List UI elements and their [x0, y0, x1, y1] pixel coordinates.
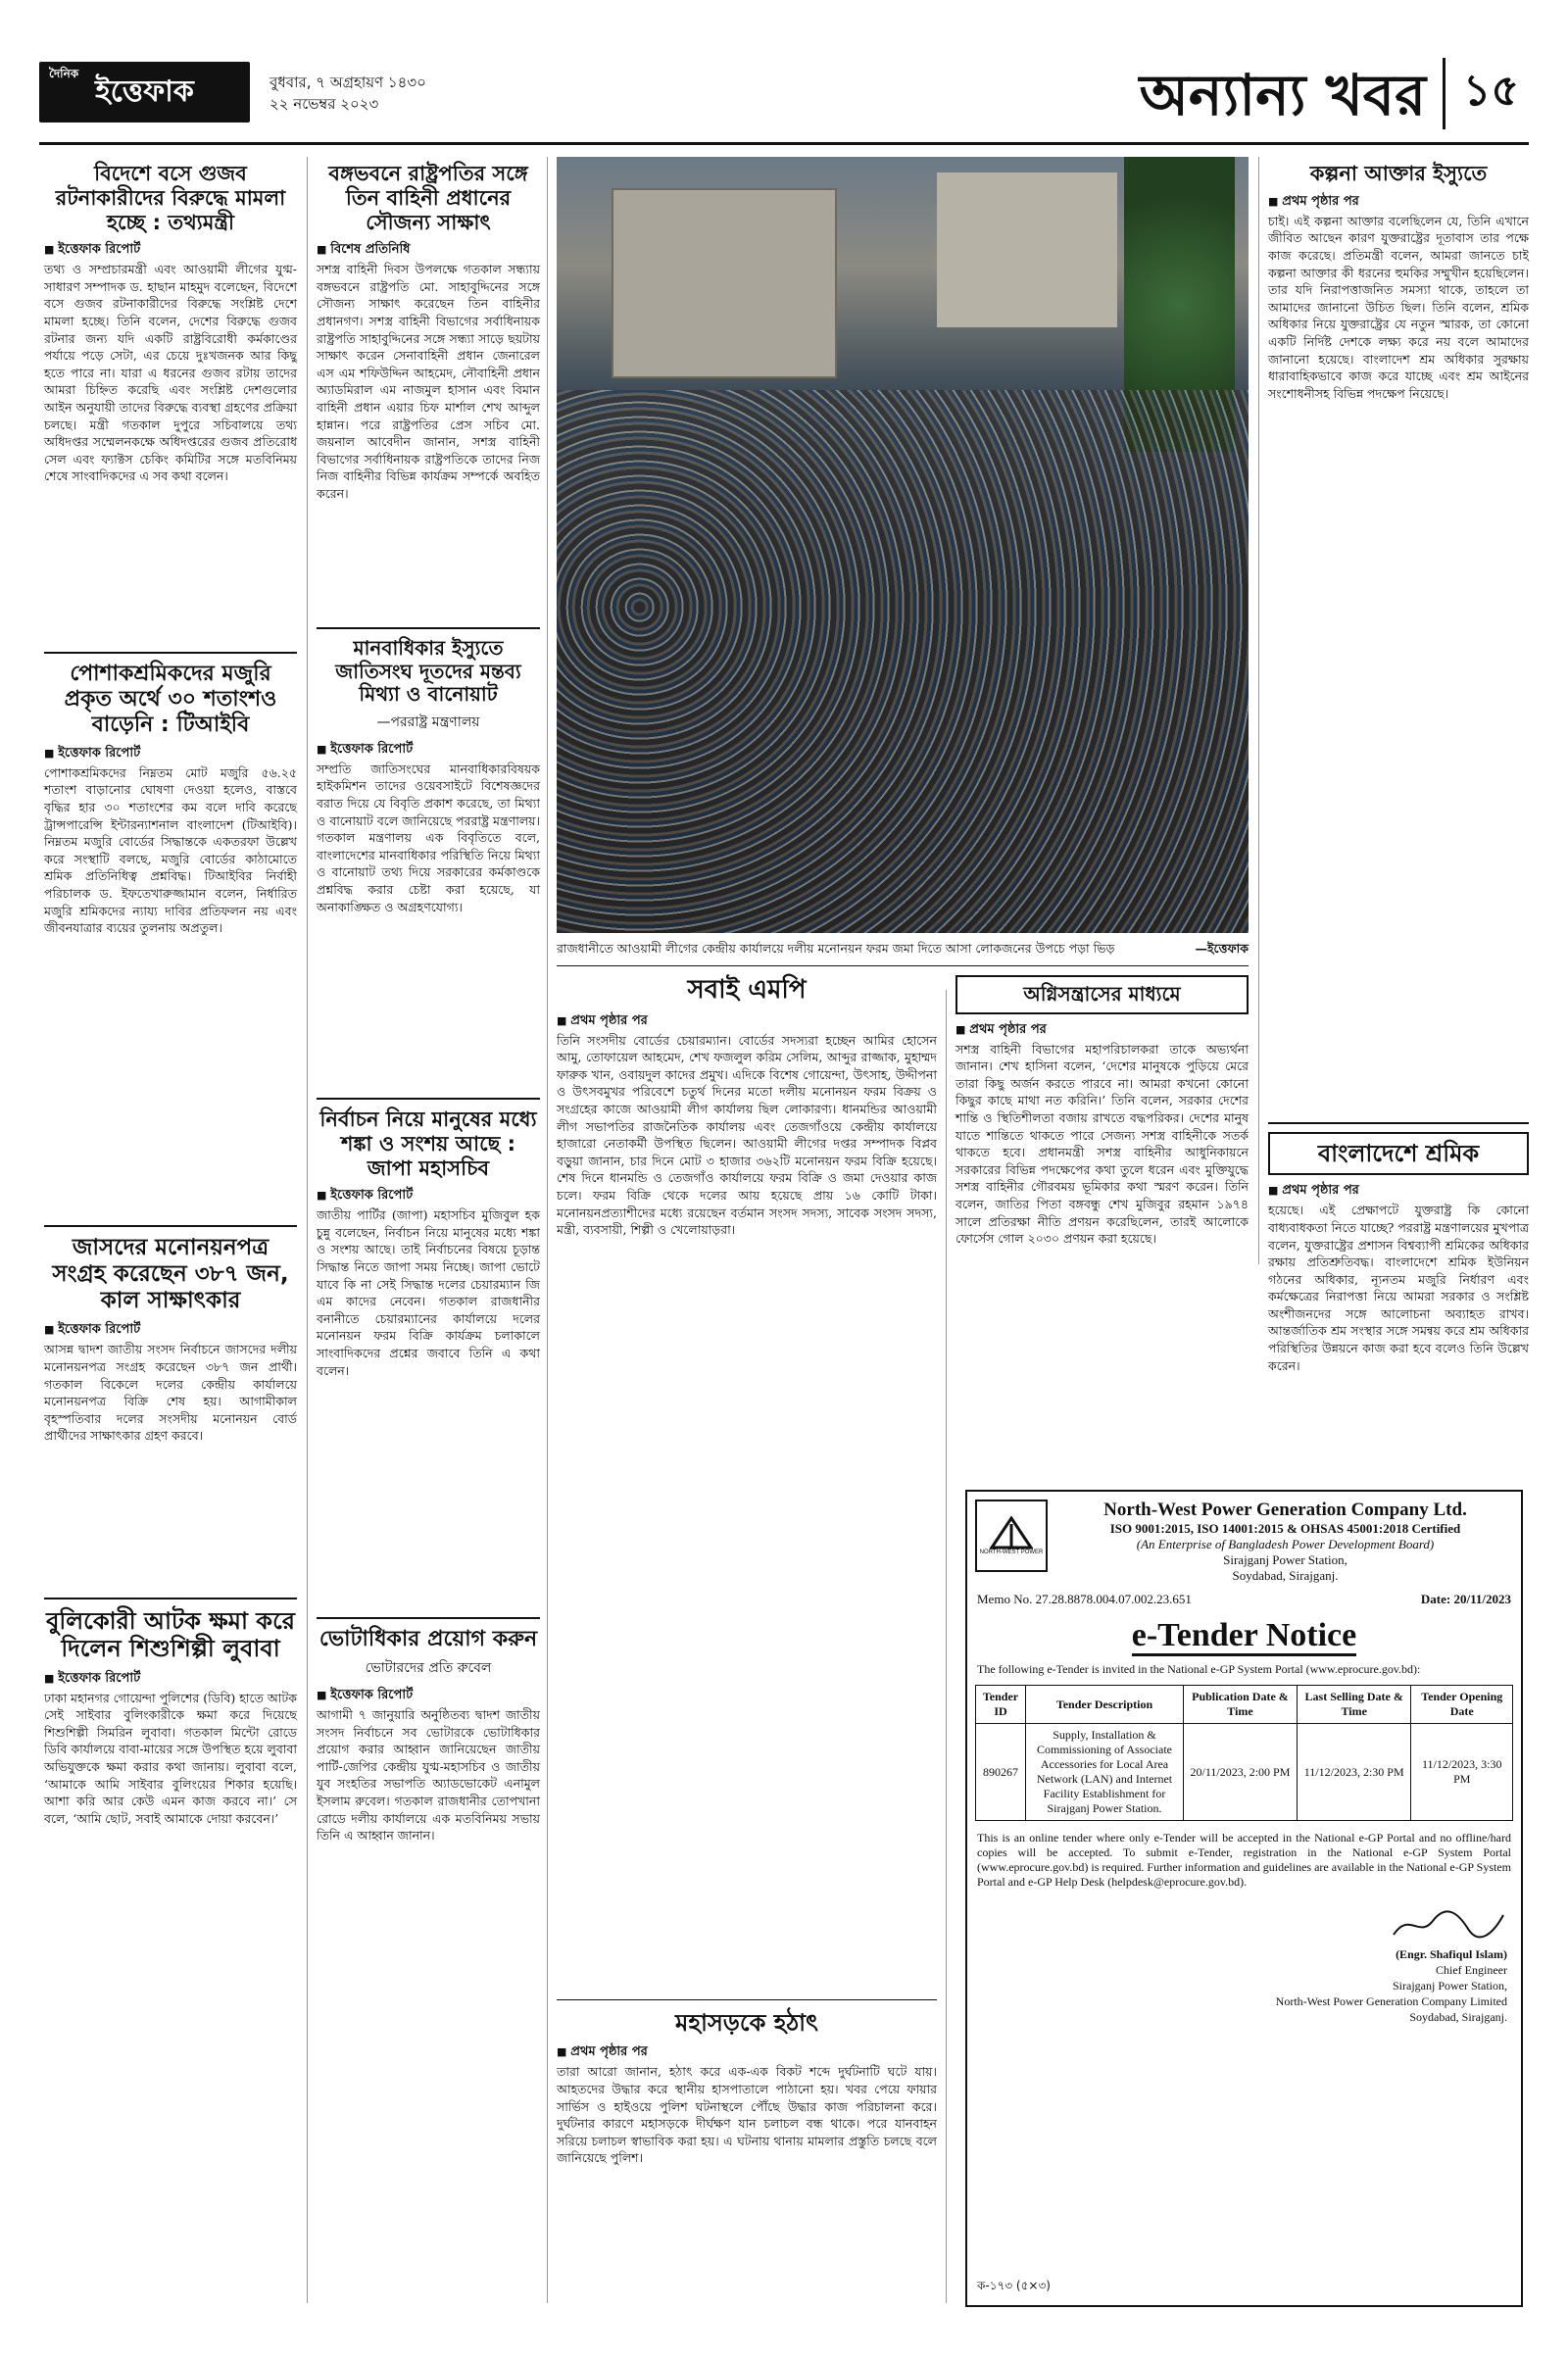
article-japa [317, 1107, 540, 1379]
enterprise-line: (An Enterprise of Bangladesh Power Development Board) [1136, 1537, 1435, 1551]
article-all-mp [557, 975, 937, 1239]
address-line: Soydabad, Sirajganj. [1232, 1568, 1339, 1583]
divider [1268, 1122, 1529, 1124]
headline: অগ্নিসন্ত্রাসের মাধ্যমে [956, 975, 1249, 1014]
divider [44, 1598, 297, 1599]
column-rule [946, 990, 947, 2303]
jump-line: ■ প্রথম পৃষ্ঠার পর [557, 2042, 937, 2063]
column-header: Tender ID [976, 1686, 1026, 1724]
article-body: সশস্ত্র বাহিনী দিবস উপলক্ষে গতকাল সন্ধ্যায় বঙ্গভবনে রাষ্ট্রপতি মো. সাহাবুদ্দিনের সঙ্গে সৌজন্য সাক্ষাৎ করেছেন তিন বাহিনীর প্রধানগণ। সশস্ত্র বাহিনী বিভাগের সর্বাধিনায়ক রাষ্ট্রপতি সাহাবুদ্দিনের সঙ্গে সন্ধ্যা সাড়ে ছয়টায় সাক্ষাৎ করেন সেনাবাহিনী প্রধান জেনারেল এস এম শফিউদ্দিন আহমেদ, নৌবাহিনী প্রধান অ্যাডমিরাল এম নাজমুল হাসান এবং বিমান বাহিনী প্রধান এয়ার চিফ মার্শাল শেখ আব্দুল হান্নান। পরে রাষ্ট্রপতির প্রেস সচিব মো. জয়নাল আবেদীন জানান, সশস্ত্র বাহিনী বিভাগের সর্বাধিনায়ক রাষ্ট্রপতিকে তাদের নিজ নিজ বাহিনীর বিভিন্ন কার্যক্রম সম্পর্কে অবহিত করেন। [317, 262, 540, 502]
tender-table [975, 1685, 1513, 1821]
signature-block [967, 1890, 1521, 2025]
photo-credit: —ইত্তেফাক [1195, 941, 1249, 956]
signatory-title: Chief Engineer [1436, 1963, 1507, 1977]
divider [317, 1098, 540, 1100]
subheadline: ভোটারদের প্রতি রুবেল [365, 1659, 492, 1676]
headline: মানবাধিকার ইস্যুতে জাতিসংঘ দূতদের মন্তব্য মিথ্যা ও বানোয়াট [335, 636, 521, 707]
article-body: আগামী ৭ জানুয়ারি অনুষ্ঠিতব্য দ্বাদশ জাতীয় সংসদ নির্বাচনে সব ভোটারকে ভোটাধিকার প্রয়োগ করার আহ্বান জানিয়েছেন জাতীয় পার্টি-জেপির কেন্দ্রীয় যুগ্ম-মহাসচিব ও জাতীয় যুব সংহতির সভাপতি অ্যাডভোকেট এনামুল ইসলাম রুবেল। গতকাল রাজধানীর তোপখানা রোডে দলীয় কার্যালয়ে এক মতবিনিময় সভায় তিনি এ আহ্বান জানান। [317, 1706, 540, 1844]
article-body: চাই। এই কল্পনা আক্তার বলেছিলেন যে, তিনি এখানে জীবিত আছেন কারণ যুক্তরাষ্ট্রের দূতাবাস তার পক্ষে কাজ করেছে। প্রতিমন্ত্রী বলেন, আমরা জানতে চাই কল্পনা আক্তার কী ধরনের হুমকির সম্মুখীন হয়েছিলেন। তার যদি নিরাপত্তাজনিত সমস্যা থাকে, তাহলে তা আমাদের জানানো উচিত ছিল। তিনি বলেন, শ্রমিক অধিকার নিয়ে যুক্তরাষ্ট্রের যে নতুন স্মারক, তা কোনো একটি নির্দিষ্ট দেশকে লক্ষ্য করে নয় বলে আমাদের জানানো হয়েছে। বাংলাদেশ শ্রম অধিকার সুরক্ষায় ধারাবাহিকভাবে কাজ করে যাচ্ছে এবং শ্রম আইনের সংশোধনীসহ বিভিন্ন পদক্ষেপ নিয়েছে। [1268, 213, 1529, 401]
signature-icon [1390, 1907, 1507, 1943]
article-body: জাতীয় পার্টির (জাপা) মহাসচিব মুজিবুল হক চুন্নু বলেছেন, নির্বাচন নিয়ে মানুষের মধ্যে শঙ্কা ও সংশয় আছে। তাই নির্বাচনের বিষয়ে চূড়ান্ত সিদ্ধান্ত নিতে জাপা সময় নিচ্ছে। জাপা ভোটে যাবে কি না সেই সিদ্ধান্ত দলের চেয়ারম্যান জি এম কাদের নেবেন। গতকাল রাজধানীর বনানীতে চেয়ারম্যানের কার্যালয়ে দলের মনোনয়ন ফরম বিক্রি কার্যক্রম চলাকালে সাংবাদিকদের প্রশ্নের জবাবে তিনি এ কথা বলেন। [317, 1207, 540, 1378]
power-logo-icon [990, 1516, 1033, 1549]
article-body: আসন্ন দ্বাদশ জাতীয় সংসদ নির্বাচনে জাসদের দলীয় মনোনয়নপত্র সংগ্রহ করেছেন ৩৮৭ জন প্রার্থী। গতকাল বিকেলে দলের কেন্দ্রীয় কার্যালয়ে মনোনয়নপত্র বিক্রি শেষ হয়। আগামীকাল বৃহস্পতিবার দলের সংসদীয় মনোনয়ন বোর্ড প্রার্থীদের সাক্ষাৎকার গ্রহণ করবে। [44, 1342, 297, 1444]
byline: ■ ইত্তেফাক রিপোর্ট [44, 744, 297, 764]
article-highway [557, 2009, 937, 2167]
article-body: সম্প্রতি জাতিসংঘের মানবাধিকারবিষয়ক হাইকমিশন তাদের ওয়েবসাইটে বিশেষজ্ঞদের বরাত দিয়ে যে বিবৃতি প্রকাশ করেছে, তা মিথ্যা ও বানোয়াট বলে জানিয়েছে পররাষ্ট্র মন্ত্রণালয়। গতকাল মন্ত্রণালয় এক বিবৃতিতে বলে, বাংলাদেশের মানবাধিকার পরিস্থিতি নিয়ে মিথ্যা ও বানোয়াট তথ্য দিয়ে সরকারের কর্মকাণ্ডকে প্রশ্নবিদ্ধ করার চেষ্টা করা হয়েছে, যা অনাকাঙ্ক্ষিত ও অগ্রহণযোগ্য। [317, 761, 540, 914]
article-voting [317, 1627, 540, 1845]
station-line: Sirajganj Power Station, [1223, 1552, 1348, 1567]
column-header: Tender Description [1026, 1686, 1184, 1724]
jump-line: ■ প্রথম পৃষ্ঠার পর [557, 1011, 937, 1032]
signatory-name: (Engr. Shafiqul Islam) [1396, 1947, 1507, 1961]
company-name: North-West Power Generation Company Ltd. [1103, 1500, 1467, 1520]
iso-line: ISO 9001:2015, ISO 14001:2015 & OHSAS 45001:2018 Certified [1109, 1521, 1461, 1536]
building-shape [612, 188, 837, 378]
jump-line: ■ প্রথম পৃষ্ঠার পর [1268, 192, 1529, 213]
ad-code: ক-১৭৩ (৫×৩) [977, 2279, 1051, 2292]
headline: বঙ্গভবনে রাষ্ট্রপতির সঙ্গে তিন বাহিনী প্রধানের সৌজন্য সাক্ষাৎ [328, 162, 528, 234]
last-selling-date: 11/12/2023, 2:30 PM [1297, 1724, 1411, 1821]
signatory-address: Soydabad, Sirajganj. [1409, 2010, 1507, 2024]
headline: বাংলাদেশে শ্রমিক [1268, 1132, 1529, 1175]
headline: সবাই এমপি [687, 975, 807, 1005]
divider [44, 652, 297, 654]
byline: ■ ইত্তেফাক রিপোর্ট [44, 1669, 297, 1690]
dateline [270, 72, 426, 115]
crowd-photo [557, 157, 1249, 933]
building-shape [937, 172, 1117, 327]
headline: কল্পনা আক্তার ইস্যুতে [1309, 162, 1488, 185]
crowd-shape [557, 390, 1249, 933]
tender-description: Supply, Installation & Commissioning of Associate Accessories for Local Area Network (LAN) and Internet Facility Establishment for Sirajganj Power Station. [1026, 1724, 1184, 1821]
article-wages [44, 662, 297, 937]
logo-label: NORTH-WEST POWER [979, 1549, 1044, 1555]
section-title: অন্যান্য খবর [1139, 62, 1426, 128]
subheadline: —পররাষ্ট্র মন্ত্রণালয় [376, 713, 480, 730]
notice-date: Date: 20/11/2023 [1420, 1592, 1511, 1606]
headline: বুলিকোরী আটক ক্ষমা করে দিলেন শিশুশিল্পী লুবাবা [46, 1607, 295, 1663]
article-kalpona [1268, 162, 1529, 402]
article-lubaba [44, 1607, 297, 1827]
column-header: Tender Opening Date [1411, 1686, 1513, 1724]
column-header: Publication Date & Time [1184, 1686, 1298, 1724]
memo-number: Memo No. 27.28.8878.004.07.002.23.651 [977, 1592, 1192, 1606]
notice-intro: The following e-Tender is invited in the National e-GP System Portal (www.eprocure.gov.bd): [977, 1662, 1421, 1676]
date-bangla: বুধবার, ৭ অগ্রহায়ণ ১৪৩০ [270, 74, 426, 91]
column-rule [1258, 157, 1259, 1264]
headline: জাসদের মনোনয়নপত্র সংগ্রহ করেছেন ৩৮৭ জন, কাল সাক্ষাৎকার [52, 1235, 289, 1314]
byline: ■ ইত্তেফাক রিপোর্ট [317, 740, 540, 761]
signatory-company: North-West Power Generation Company Limited [1275, 1994, 1507, 2008]
logo-text: ইত্তেফাক [95, 74, 194, 109]
photo-caption-row [557, 941, 1249, 960]
divider [317, 627, 540, 629]
tender-id: 890267 [976, 1724, 1026, 1821]
headline: ভোটাধিকার প্রয়োগ করুন [318, 1627, 538, 1651]
byline: ■ বিশেষ প্রতিনিধি [317, 240, 540, 261]
column-rule [547, 157, 548, 2303]
article-bangabhaban [317, 162, 540, 503]
jump-line: ■ প্রথম পৃষ্ঠার পর [1268, 1181, 1529, 1202]
tender-note: This is an online tender where only e-Tender will be accepted in the National e-GP Portal and no offline/hard copies will be accepted. To submit e-Tender, registration in the National e-GP System Portal (www.eprocure.gov.bd) is required. Further information and guidelines are available in the National e-GP System Portal and e-GP Help Desk (helpdesk@eprocure.gov.bd). [977, 1831, 1511, 1889]
notice-title: e-Tender Notice [1132, 1617, 1356, 1656]
page-number: ১৫ [1443, 58, 1519, 129]
jump-line: ■ প্রথম পৃষ্ঠার পর [956, 1020, 1249, 1041]
newspaper-logo [39, 62, 250, 123]
headline: নির্বাচন নিয়ে মানুষের মধ্যে শঙ্কা ও সংশয় আছে : জাপা মহাসচিব [319, 1107, 537, 1180]
article-rumor [44, 162, 297, 485]
logo-small-text: দৈনিক [49, 67, 79, 80]
article-body: তথ্য ও সম্প্রচারমন্ত্রী এবং আওয়ামী লীগের যুগ্ম-সাধারণ সম্পাদক ড. হাছান মাহমুদ বলেছেন, বিদেশে বসে গুজব রটনাকারীদের বিরুদ্ধে সংশ্লিষ্ট দেশে মামলা হচ্ছে। তিনি বলেন, দেশের বিরুদ্ধে গুজব রটনার জন্য যদি একটি রাষ্ট্রবিরোধী কর্মকাণ্ডের পর্যায়ে পড়ে সেটা, এর চেয়ে দুঃখজনক আর কিছু হতে পারে না। যারা এ ধরনের গুজব রটায় তাদের আমরা চিহ্নিত করেছি এবং সংশ্লিষ্ট দেশগুলোর আইন অনুযায়ী তাদের বিরুদ্ধে ব্যবস্থা গ্রহণের প্রক্রিয়া চলছে। মন্ত্রী গতকাল দুপুরে সচিবালয়ে তথ্য অধিদপ্তর সম্মেলনকক্ষে অধিদপ্তরের গুজব প্রতিরোধ সেল এবং ফ্যাক্টস চেকিং কমিটির সঙ্গে মতবিনিময় শেষে সাংবাদিকদের এ সব কথা বলেন। [44, 262, 297, 484]
divider [44, 1225, 297, 1227]
publication-date: 20/11/2023, 2:00 PM [1184, 1724, 1298, 1821]
article-body: ঢাকা মহানগর গোয়েন্দা পুলিশের (ডিবি) হাতে আটক সেই সাইবার বুলিংকারীকে ক্ষমা করে দিয়েছে শিশুশিল্পী সিমরিন লুবাবা। গতকাল মিন্টো রোডে ডিবি কার্যালয়ে বাবা-মায়ের সঙ্গে উপস্থিত হয়ে লুবাবা অভিযুক্তকে ক্ষমা করার কথা জানায়। লুবাবা বলে, ‘আমাকে আমি সাইবার বুলিংয়ের শিকার হয়েছি। আশা করি আর কেউ এমন কাজ করবে না।’ সে বলে, ‘আমি ছোট, সবাই আমাকে দোয়া করবেন।’ [44, 1690, 297, 1826]
column-rule [307, 157, 308, 2303]
signatory-station: Sirajganj Power Station, [1393, 1979, 1507, 1992]
company-logo [975, 1500, 1048, 1572]
article-body: তারা আরো জানান, হঠাৎ করে এক-এক বিকট শব্দে দুর্ঘটনাটি ঘটে যায়। আহতদের উদ্ধার করে স্থানীয় হাসপাতালে পাঠানো হয়। খবর পেয়ে ফায়ার সার্ভিস ও হাইওয়ে পুলিশ ঘটনাস্থলে পৌঁছে উদ্ধার কাজ পরিচালনা করে। দুর্ঘটনার কারণে মহাসড়কে দীর্ঘক্ষণ যান চলাচল বন্ধ থাকে। পরে যানবাহন সরিয়ে চলাচল স্বাভাবিক করা হয়। এ ঘটনায় থানায় মামলার প্রস্তুতি চলছে বলে জানিয়েছে পুলিশ। [557, 2064, 937, 2166]
article-arson [956, 975, 1249, 1248]
divider [557, 965, 1249, 966]
article-body: সশস্ত্র বাহিনী বিভাগের মহাপরিচালকরা তাকে অভ্যর্থনা জানান। শেখ হাসিনা বলেন, ‘দেশের মানুষকে পুড়িয়ে মেরে তারা কিছু অর্জন করতে পারবে না। আমরা কখনো কোনো কিছুর কাছে মাথা নত করিনি।’ তিনি বলেন, সরকার দেশের শান্তি ও স্থিতিশীলতা বজায় রাখতে বদ্ধপরিকর। দেশের মানুষ যাতে শান্তিতে থাকতে পারে সেজন্য সশস্ত্র বাহিনীকে সতর্ক থাকতে হবে। প্রধানমন্ত্রী সশস্ত্র বাহিনীর আধুনিকায়নে সরকারের বিভিন্ন পদক্ষেপের কথা তুলে ধরেন এবং মুক্তিযুদ্ধে সশস্ত্র বাহিনীর গৌরবময় ভূমিকার কথা স্মরণ করেন। তিনি বলেন, জাতির পিতা বঙ্গবন্ধু শেখ মুজিবুর রহমান ১৯৭৪ সালে প্রতিরক্ষা নীতি প্রণয়ন করেছিলেন, তারই আলোকে ফোর্সেস গোল ২০৩০ প্রণয়ন করা হয়েছে। [956, 1041, 1249, 1247]
article-body: তিনি সংসদীয় বোর্ডের চেয়ারম্যান। বোর্ডের সদস্যরা হচ্ছেন আমির হোসেন আমু, তোফায়েল আহমেদ, শেখ ফজলুল করিম সেলিম, আব্দুর রাজ্জাক, মুহাম্মদ ফারুক খান, ওবায়দুল কাদের প্রমুখ। এদিকে বিশেষ গোয়েন্দা, উৎসাহ, উদ্দীপনা ও উৎসবমুখর পরিবেশে চতুর্থ দিনের মতো দলীয় মনোনয়ন ফরম বিক্রয় ও সংগ্রহের কাজে আওয়ামী লীগ কার্যালয় ছিল লোকারণ্য। ধানমন্ডির আওয়ামী লীগ সভাপতির রাজনৈতিক কার্যালয় এবং তেজগাঁওয়ে কেন্দ্রীয় কার্যালয়ে হাজারো নেতাকর্মী উপস্থিত ছিলেন। আওয়ামী লীগের দপ্তর সম্পাদক বিপ্লব বড়ুয়া জানান, চার দিনে মোট ৩ হাজার ৩৬২টি মনোনয়ন ফরম বিক্রি হয়েছে। শেষ দিনে ধানমন্ডি ও তেজগাঁও কার্যালয়ে ফরম বিক্রি ও জমা দেওয়ার কাজ চলে। ফরম বিক্রি থেকে দলের আয় হয়েছে প্রায় ১৬ কোটি টাকা। মনোনয়নপ্রত্যাশীদের মধ্যে রয়েছেন বর্তমান সংসদ সদস্য, সাবেক সংসদ সদস্য, মন্ত্রী, ব্যবসায়ী, শিল্পী ও খেলোয়াড়রা। [557, 1032, 937, 1238]
byline: ■ ইত্তেফাক রিপোর্ট [44, 1320, 297, 1341]
article-body: হয়েছে। এই প্রেক্ষাপটে যুক্তরাষ্ট্র কি কোনো বাধ্যবাধকতা নিতে যাচ্ছে? পররাষ্ট্র মন্ত্রণালয়ের মুখপাত্র বলেন, যুক্তরাষ্ট্রের প্রশাসন বিশ্বব্যাপী শ্রমিকের অধিকার রক্ষায় প্রতিশ্রুতিবদ্ধ। বাংলাদেশে শ্রমিক ইউনিয়ন গঠনের অধিকার, ন্যূনতম মজুরি নির্ধারণ এবং কর্মক্ষেত্রের নিরাপত্তা নিয়ে আমরা সরকার ও সংশ্লিষ্ট অংশীজনদের সঙ্গে আলোচনা অব্যাহত রাখব। আন্তর্জাতিক শ্রম সংস্থার সঙ্গে সমন্বয় করে শ্রম অধিকার পরিস্থিতির উন্নয়নে কাজ করা হবে বলেও তিনি উল্লেখ করেন। [1268, 1203, 1529, 1373]
article-human-rights [317, 637, 540, 915]
article-body: পোশাকশ্রমিকদের নিম্নতম মোট মজুরি ৫৬.২৫ শতাংশ বাড়ানোর ঘোষণা দেওয়া হলেও, বাস্তবে বৃদ্ধির হার ৩০ শতাংশের কম বলে দাবি করেছে ট্রান্সপারেন্সি ইন্টারন্যাশনাল বাংলাদেশ (টিআইবি)। নিম্নতম মজুরি বোর্ডের সিদ্ধান্তকে একতরফা উল্লেখ করে সংস্থাটি বলছে, মজুরি বোর্ডের কাঠামোতে শ্রমিক প্রতিনিধিত্ব প্রশ্নবিদ্ধ। টিআইবির নির্বাহী পরিচালক ড. ইফতেখারুজ্জামান বলেন, নির্ধারিত মজুরি শ্রমিকদের ন্যায্য দাবির প্রতিফলন নয় এবং জীবনযাত্রার ব্যয়ের তুলনায় অপ্রতুল। [44, 764, 297, 936]
headline: মহাসড়কে হঠাৎ [675, 2009, 818, 2037]
byline: ■ ইত্তেফাক রিপোর্ট [44, 240, 297, 261]
byline: ■ ইত্তেফাক রিপোর্ট [317, 1686, 540, 1706]
table-row [976, 1724, 1513, 1821]
divider [317, 1617, 540, 1619]
date-gregorian: ২২ নভেম্বর ২০২৩ [270, 95, 379, 113]
headline: বিদেশে বসে গুজব রটনাকারীদের বিরুদ্ধে মামলা হচ্ছে : তথ্যমন্ত্রী [55, 162, 286, 234]
article-workers [1268, 1132, 1529, 1374]
headline: পোশাকশ্রমিকদের মজুরি প্রকৃত অর্থে ৩০ শতাংশও বাড়েনি : টিআইবি [64, 662, 277, 737]
article-jasod [44, 1235, 297, 1445]
column-header: Last Selling Date & Time [1297, 1686, 1411, 1724]
byline: ■ ইত্তেফাক রিপোর্ট [317, 1186, 540, 1206]
photo-caption: রাজধানীতে আওয়ামী লীগের কেন্দ্রীয় কার্যালয়ে দলীয় মনোনয়ন ফরম জমা দিতে আসা লোকজনের উপচে পড়া ভিড় [557, 941, 1115, 956]
table-header-row [976, 1686, 1513, 1724]
masthead [39, 44, 1529, 145]
tender-notice [965, 1490, 1523, 2307]
divider [557, 1999, 937, 2000]
opening-date: 11/12/2023, 3:30 PM [1411, 1724, 1513, 1821]
